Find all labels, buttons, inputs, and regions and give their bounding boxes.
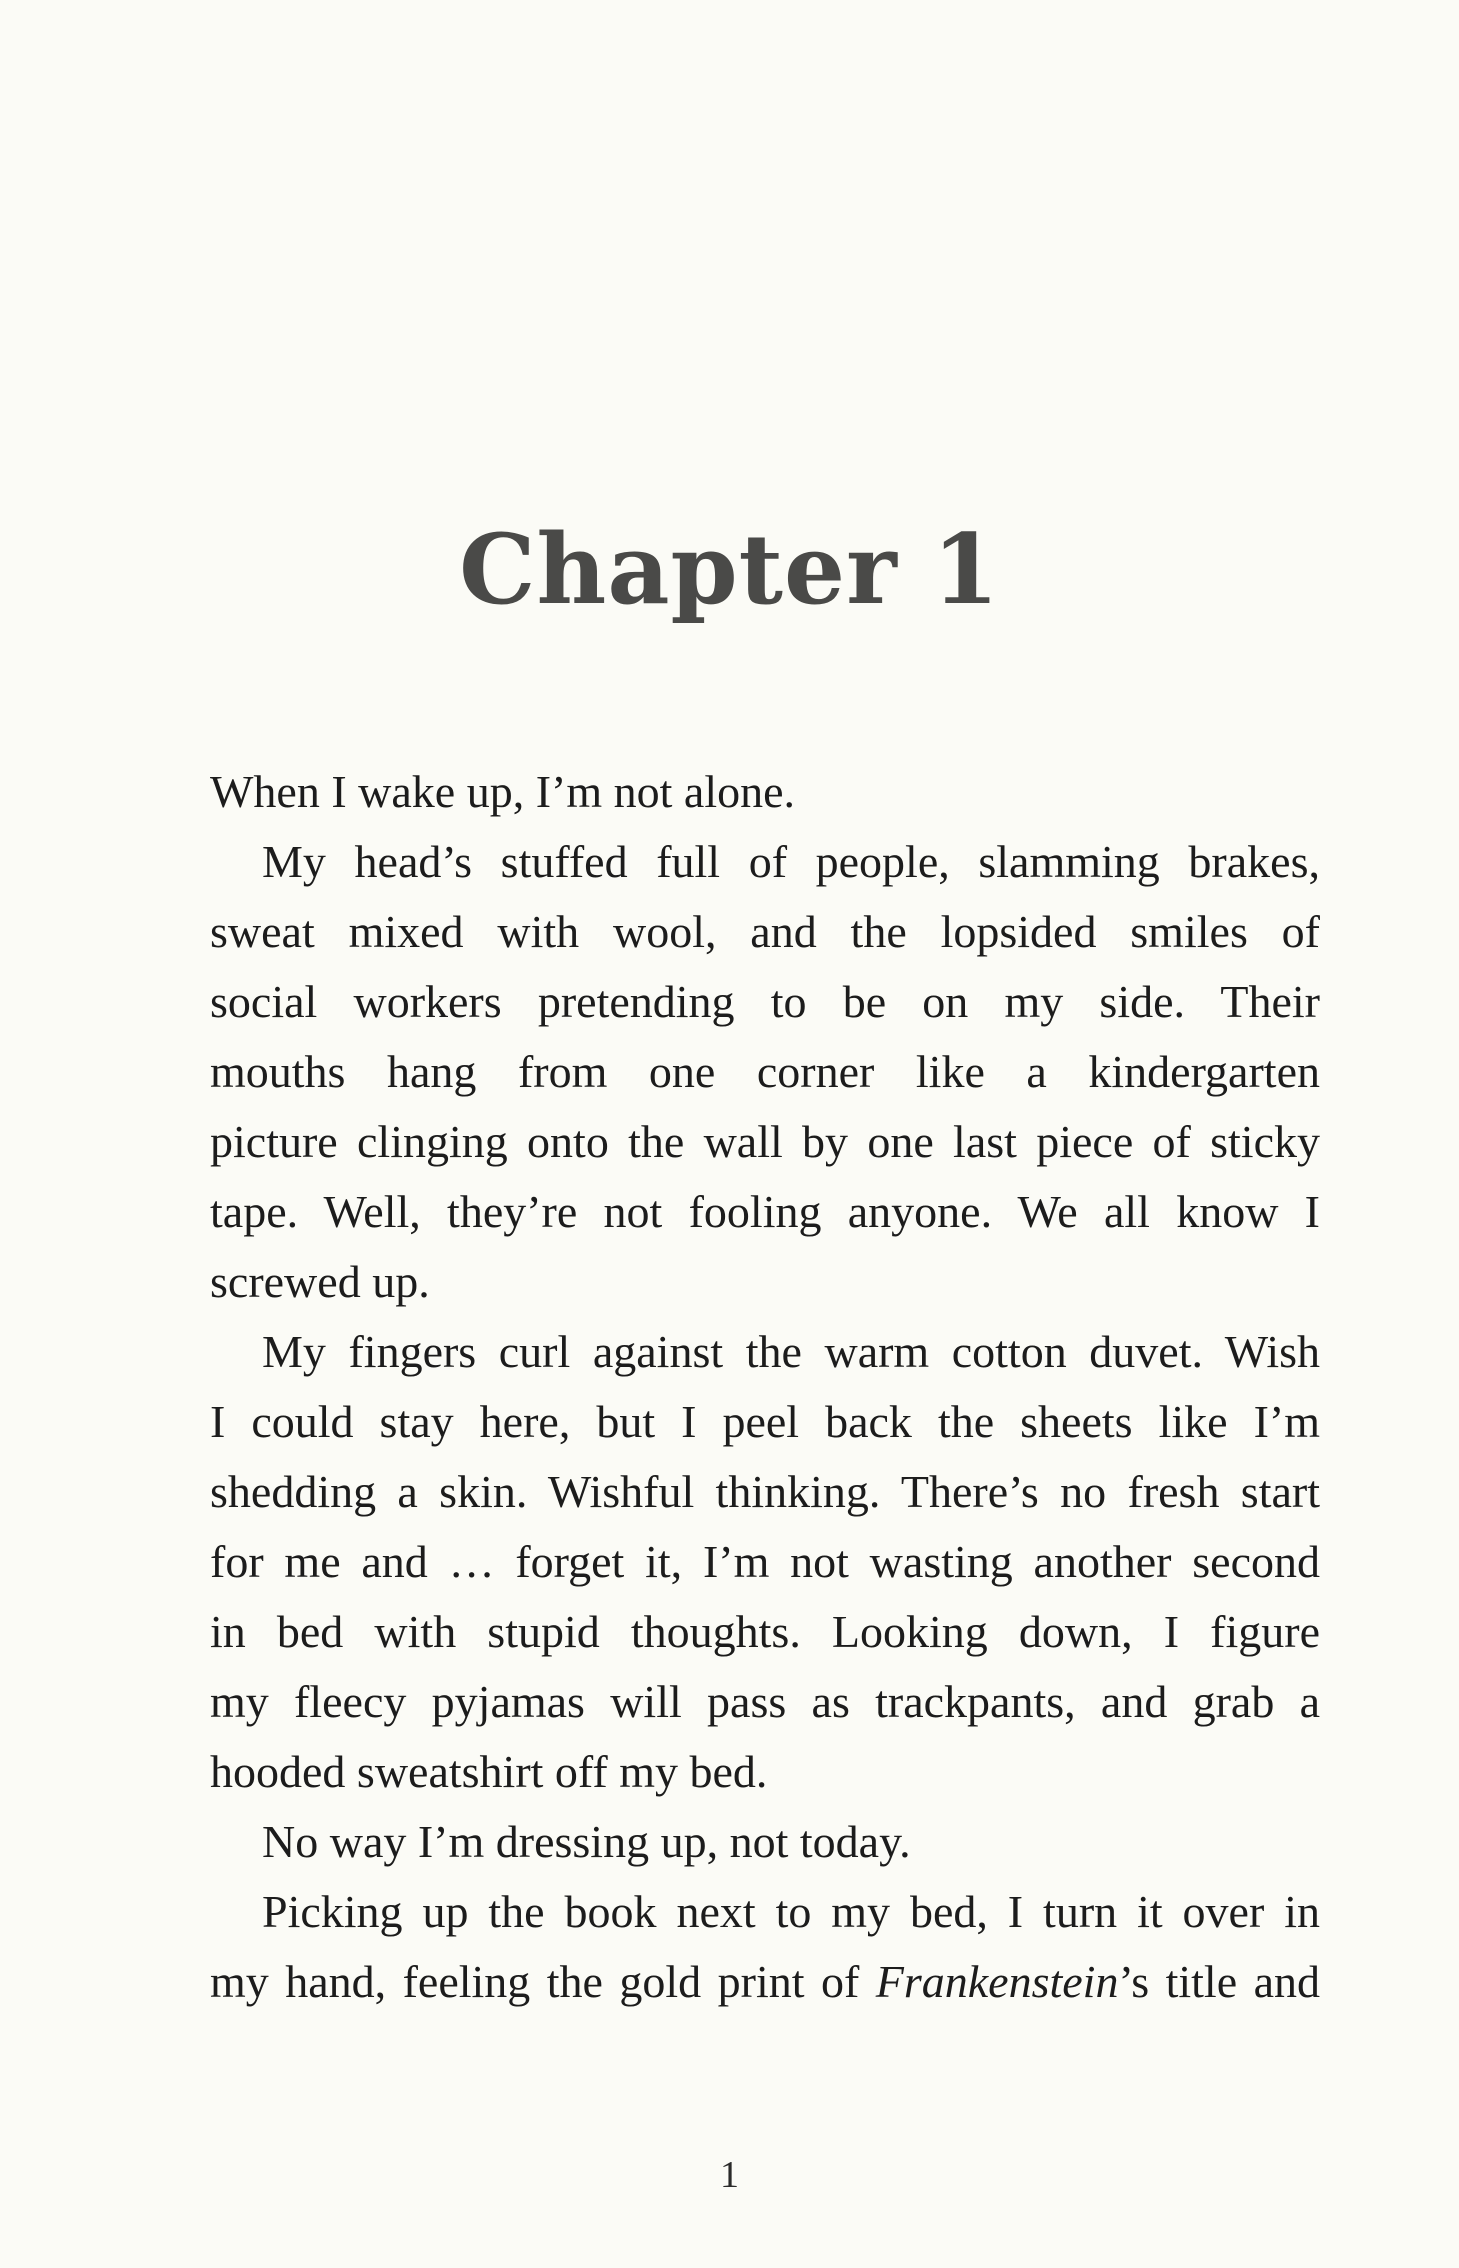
book-title-frankenstein: Frankenstein: [875, 1956, 1119, 2007]
chapter-title: Chapter 1: [459, 513, 1000, 626]
text-line-18: [210, 1947, 1320, 2017]
text-line-16: No way I’m dressing up, not today.: [262, 1816, 911, 1867]
text-line-8: screwed up.: [210, 1256, 430, 1307]
text-line-11: shedding a skin. Wishful thinking. There’s no fresh start: [210, 1466, 1320, 1517]
text-line-13: in bed with stupid thoughts. Looking down, I figure: [210, 1606, 1320, 1657]
text-line-17: Picking up the book next to my bed, I turn it over in: [262, 1886, 1320, 1937]
text-line-18-start: my hand, feeling the gold print of: [210, 1956, 876, 2007]
text-line-5: mouths hang from one corner like a kindergarten: [210, 1046, 1320, 1097]
text-line-15: hooded sweatshirt off my bed.: [210, 1746, 768, 1797]
page-number: 1: [720, 2154, 739, 2196]
text-line-18-end: ’s title and: [1118, 1956, 1320, 2007]
text-line-14: my fleecy pyjamas will pass as trackpants, and grab a: [210, 1676, 1320, 1727]
text-line-6: picture clinging onto the wall by one last piece of sticky: [210, 1116, 1320, 1167]
text-line-1: When I wake up, I’m not alone.: [210, 766, 796, 817]
text-line-9: My fingers curl against the warm cotton duvet. Wish: [262, 1326, 1320, 1377]
text-line-3: sweat mixed with wool, and the lopsided smiles of: [210, 906, 1320, 957]
text-line-10: I could stay here, but I peel back the sheets like I’m: [210, 1396, 1320, 1447]
text-line-12: for me and … forget it, I’m not wasting another second: [210, 1536, 1320, 1587]
text-line-7: tape. Well, they’re not fooling anyone. We all know I: [210, 1186, 1320, 1237]
text-line-2: My head’s stuffed full of people, slamming brakes,: [262, 836, 1320, 887]
text-line-4: social workers pretending to be on my side. Their: [210, 976, 1320, 1027]
chapter-body: [210, 757, 1320, 2017]
